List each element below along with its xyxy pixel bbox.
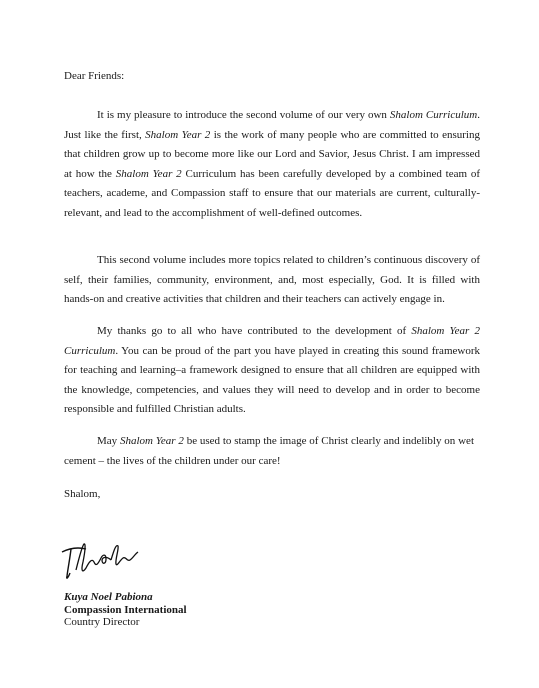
paragraph-text: is the work of many people who are committed to ensuring that children grow up to become more like our Lord and Savior, Jesus Christ. I am impressed at how the <box>64 128 480 180</box>
paragraph-text: This second volume includes more topics related to children’s continuous discovery of self, their families, community, environment, and, most especially, God. It is filled with hands-on and creative activities that children and their teachers can actively engage in. <box>64 254 480 305</box>
signer-title: Country Director <box>64 616 140 629</box>
signer-organization: Compassion International <box>64 603 187 616</box>
handwritten-signature <box>56 540 146 586</box>
letter-paragraph <box>64 322 480 420</box>
letter-paragraph <box>64 251 480 310</box>
paragraph-text: . You can be proud of the part you have played in creating this sound framework for teaching and learning–a framework designed to ensure that all children are equipped with the knowledge, competencies, and values they will need to develop and in order to become responsible and fulfilled Christian adults. <box>64 344 480 415</box>
italic-title-text: Shalom Curriculum <box>389 109 478 121</box>
italic-title-text: Shalom Year 2 Curriculum <box>64 325 480 357</box>
italic-title-text: Shalom Year 2 <box>115 167 182 180</box>
letter-paragraph <box>64 106 480 223</box>
letter-greeting: Dear Friends: <box>64 70 125 82</box>
signer-name: Kuya Noel Pabiona <box>64 591 153 603</box>
paragraph-text: be used to stamp the image of Christ clearly and indelibly on wet cement – the lives of the children under our care! <box>64 435 474 467</box>
paragraph-text: My thanks go to all who have contributed to the development of <box>97 325 412 337</box>
paragraph-text: Curriculum has been carefully developed by a combined team of teachers, academe, and Compassion staff to ensure that our materials are current, culturally-relevant, and lead to the accomplishment of well-defined outcomes. <box>64 167 481 219</box>
italic-title-text: Shalom Year 2 <box>145 128 211 141</box>
letter-paragraph <box>64 432 474 471</box>
paragraph-text: . Just like the first, <box>64 109 480 141</box>
signature-block <box>64 591 187 629</box>
paragraph-text: It is my pleasure to introduce the second volume of our very own <box>97 109 390 121</box>
letter-closing: Shalom, <box>64 488 101 500</box>
italic-title-text: Shalom Year 2 <box>119 435 184 447</box>
paragraph-text: May <box>97 435 120 447</box>
